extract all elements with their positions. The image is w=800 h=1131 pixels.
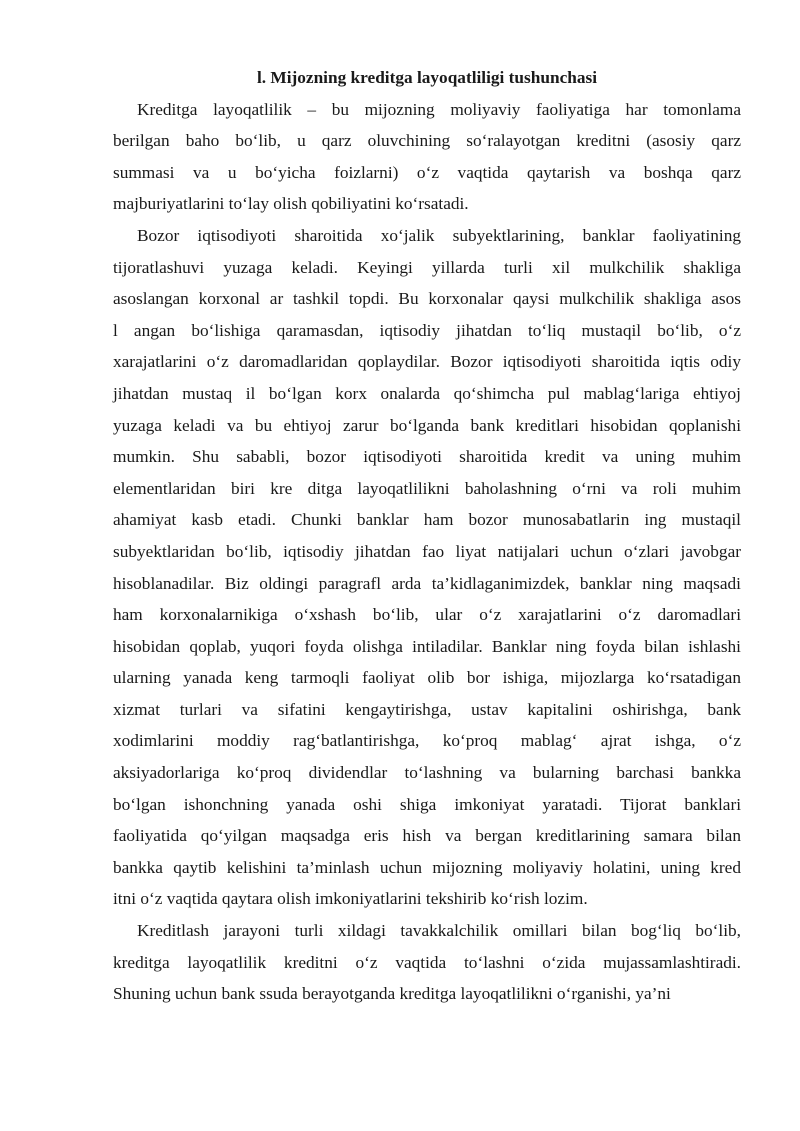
text-line: bankka qaytib kelishini ta’minlash uchun mijozning moliyaviy holatini, uning kred	[113, 857, 741, 877]
paragraph	[113, 94, 741, 220]
text-line: kreditga layoqatlilik kreditni o‘z vaqtida to‘lashni o‘zida mujassamlashtiradi.	[113, 952, 741, 972]
text-line: itni o‘z vaqtida qaytara olish imkoniyatlarini tekshirib ko‘rish lozim.	[113, 889, 588, 909]
text-line: berilgan baho bo‘lib, u qarz oluvchining so‘ralayotgan kreditni (asosiy qarz	[113, 131, 741, 151]
paragraph	[113, 915, 741, 1010]
text-line: mumkin. Shu sababli, bozor iqtisodiyoti sharoitida kredit va uning muhim	[113, 447, 741, 467]
text-line: tijoratlashuvi yuzaga keladi. Keyingi yillarda turli xil mulkchilik shakliga	[113, 257, 741, 277]
text-line: l angan bo‘lishiga qaramasdan, iqtisodiy jihatdan to‘liq mustaqil bo‘lib, o‘z	[113, 320, 741, 340]
text-line: xizmat turlari va sifatini kengaytirishga, ustav kapitalini oshirishga, bank	[113, 699, 741, 719]
document-body	[113, 94, 741, 1010]
text-line: ham korxonalarnikiga o‘xshash bo‘lib, ular o‘z xarajatlarini o‘z daromadlari	[113, 605, 741, 625]
text-line: ularning yanada keng tarmoqli faoliyat olib bor ishiga, mijozlarga ko‘rsatadigan	[113, 668, 741, 688]
text-line: Kreditlash jarayoni turli xildagi tavakkalchilik omillari bilan bog‘liq bo‘lib,	[137, 921, 741, 941]
text-line: yuzaga keladi va bu ehtiyoj zarur bo‘lganda bank kreditlari hisobidan qoplanishi	[113, 415, 741, 435]
text-line: jihatdan mustaq il bo‘lgan korx onalarda qo‘shimcha pul mablag‘lariga ehtiyoj	[113, 383, 741, 403]
text-line: ahamiyat kasb etadi. Chunki banklar ham bozor munosabatlarin ing mustaqil	[113, 510, 741, 530]
text-line: majburiyatlarini to‘lay olish qobiliyatini ko‘rsatadi.	[113, 194, 469, 214]
text-line: bo‘lgan ishonchning yanada oshi shiga imkoniyat yaratadi. Tijorat banklari	[113, 794, 741, 814]
document-title: l. Mijozning kreditga layoqatliligi tushunchasi	[256, 68, 598, 87]
text-line: xodimlarini moddiy rag‘batlantirishga, ko‘proq mablag‘ ajrat ishga, o‘z	[113, 731, 741, 751]
text-line: elementlaridan biri kre ditga layoqatlilikni baholashning o‘rni va roli muhim	[113, 478, 741, 498]
text-line: aksiyadorlariga ko‘proq dividendlar to‘lashning va bularning barchasi bankka	[113, 763, 741, 783]
text-line: Kreditga layoqatlilik – bu mijozning moliyaviy faoliyatiga har tomonlama	[137, 99, 741, 119]
text-line: faoliyatida qo‘yilgan maqsadga eris hish va bergan kreditlarining samara bilan	[113, 826, 741, 846]
text-line: Shuning uchun bank ssuda berayotganda kreditga layoqatlilikni o‘rganishi, ya’ni	[113, 984, 671, 1004]
text-line: xarajatlarini o‘z daromadlaridan qoplaydilar. Bozor iqtisodiyoti sharoitida iqtis odiy	[113, 352, 741, 372]
text-line: subyektlaridan bo‘lib, iqtisodiy jihatdan fao liyat natijalari uchun o‘zlari javobgar	[113, 541, 741, 561]
text-line: Bozor iqtisodiyoti sharoitida xo‘jalik subyektlarining, banklar faoliyatining	[137, 225, 741, 245]
text-line: hisoblanadilar. Biz oldingi paragrafl arda ta’kidlaganimizdek, banklar ning maqsadi	[113, 573, 741, 593]
text-line: asoslangan korxonal ar tashkil topdi. Bu korxonalar qaysi mulkchilik shakliga asos	[113, 289, 741, 309]
text-line: hisobidan qoplab, yuqori foyda olishga intiladilar. Banklar ning foyda bilan ishlashi	[113, 636, 741, 656]
document-page	[113, 62, 741, 1010]
text-line: summasi va u bo‘yicha foizlarni) o‘z vaqtida qaytarish va boshqa qarz	[113, 162, 741, 182]
paragraph	[113, 220, 741, 915]
